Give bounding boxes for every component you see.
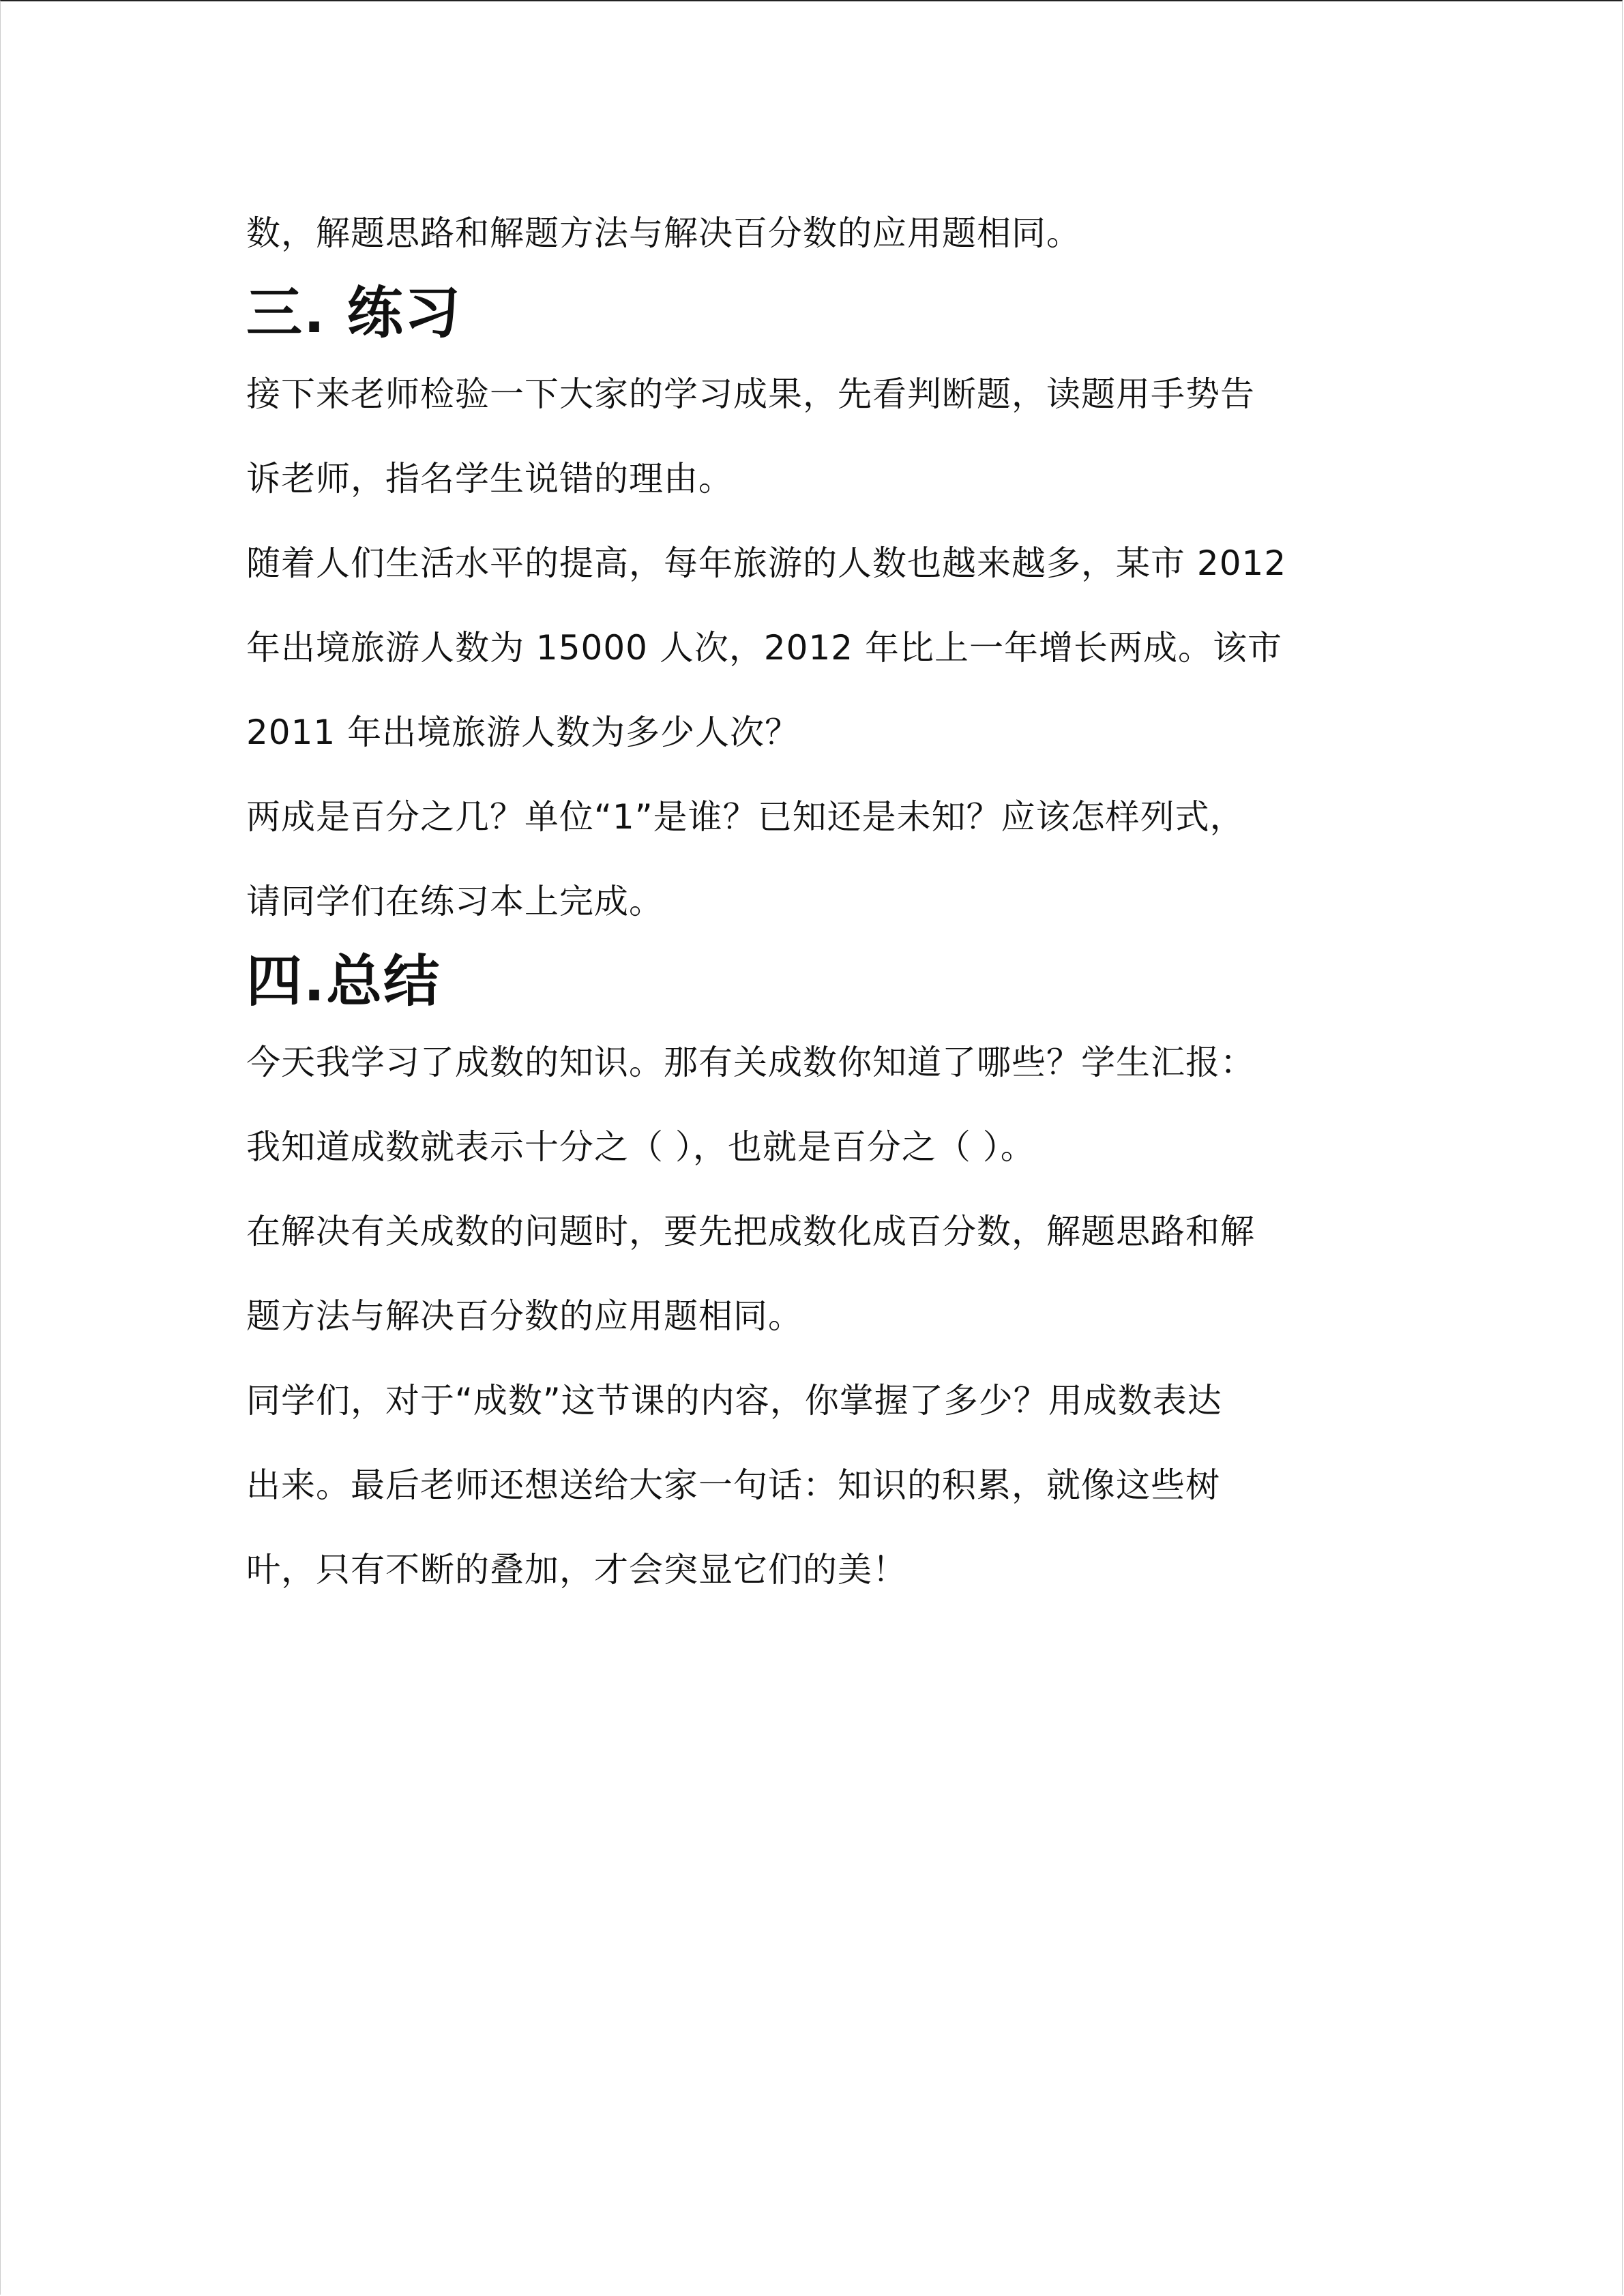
paragraph-line: 在解决有关成数的问题时，要先把成数化成百分数，解题思路和解 bbox=[246, 1212, 1255, 1251]
paragraph-line: 出来。最后老师还想送给大家一句话：知识的积累，就像这些树 bbox=[246, 1465, 1220, 1505]
paragraph-line: 请同学们在练习本上完成。 bbox=[246, 882, 664, 921]
paragraph-line: 年出境旅游人数为 15000 人次，2012 年比上一年增长两成。该市 bbox=[246, 628, 1282, 668]
paragraph-line: 两成是百分之几？单位“1”是谁？已知还是未知？应该怎样列式， bbox=[246, 797, 1245, 837]
paragraph-line: 叶，只有不断的叠加，才会突显它们的美！ bbox=[246, 1550, 907, 1590]
section-heading-practice: 三. 练习 bbox=[246, 281, 462, 346]
paragraph-line: 诉老师，指名学生说错的理由。 bbox=[246, 459, 733, 498]
intro-line: 数，解题思路和解题方法与解决百分数的应用题相同。 bbox=[246, 213, 1081, 253]
section-heading-summary: 四.总结 bbox=[246, 949, 441, 1014]
paragraph-line: 接下来老师检验一下大家的学习成果，先看判断题，读题用手势告 bbox=[246, 374, 1255, 414]
paragraph-line: 随着人们生活水平的提高，每年旅游的人数也越来越多，某市 2012 bbox=[246, 543, 1287, 583]
paragraph-line: 题方法与解决百分数的应用题相同。 bbox=[246, 1296, 803, 1336]
paragraph-line: 我知道成数就表示十分之（ ），也就是百分之（ ）。 bbox=[246, 1127, 1035, 1167]
paragraph-line: 今天我学习了成数的知识。那有关成数你知道了哪些？学生汇报： bbox=[246, 1043, 1255, 1082]
paragraph-line: 同学们，对于“成数”这节课的内容，你掌握了多少？用成数表达 bbox=[246, 1381, 1222, 1420]
paragraph-line: 2011 年出境旅游人数为多少人次？ bbox=[246, 713, 800, 752]
document-body bbox=[246, 191, 1378, 1612]
